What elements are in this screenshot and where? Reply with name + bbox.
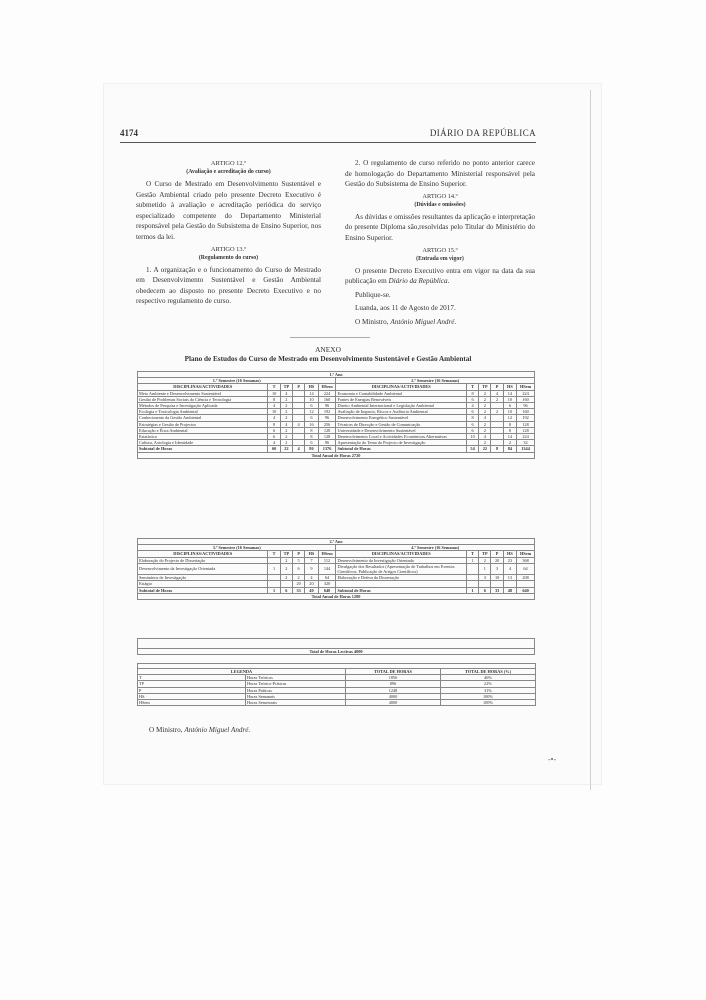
minister-line — [345, 317, 535, 328]
col-t: T — [268, 384, 280, 390]
minister-name: António Miguel André. — [390, 317, 457, 326]
hours-cell: 4 — [280, 390, 292, 396]
hours-cell: 2 — [479, 427, 491, 433]
discipline-cell: Ecologia e Toxicologia Ambiental — [138, 409, 268, 415]
hours-cell: 13 — [503, 575, 516, 581]
right-column — [345, 158, 535, 331]
discipline-cell: Avaliação de Impacto, Riscos e Auditoria Ambiental — [336, 409, 466, 415]
discipline-cell: Educação e Ética Ambiental — [138, 427, 268, 433]
hours-cell: 160 — [517, 409, 535, 415]
article-14-text: As dúvidas e omissões resultantes da aplicação e interpretação do presente Diploma são,resolvidas pelo Titular do Ministério do Ensino Superior. — [345, 212, 535, 242]
header-rule — [120, 142, 536, 143]
hours-cell: 2 — [280, 396, 292, 402]
hours-cell: 128 — [517, 427, 535, 433]
subtotal-cell: 6 — [479, 587, 491, 593]
article-12-subtitle: (Avaliação e acreditação do curso) — [186, 169, 271, 175]
year1-total: Total Anual de Horas 2720 — [138, 452, 535, 458]
hours-cell: 2 — [491, 396, 503, 402]
legend-hours-header: TOTAL DE HORAS — [346, 669, 441, 675]
place-date: Luanda, aos 11 de Agosto de 2017. — [355, 304, 456, 313]
hours-cell: 64 — [318, 575, 336, 581]
discipline-cell: Estratégias e Gestão de Projectos — [138, 421, 268, 427]
hours-cell: 224 — [517, 434, 535, 440]
col-p: P — [293, 384, 305, 390]
legend-pct: 46% — [441, 675, 536, 681]
hours-cell: 6 — [305, 415, 318, 421]
article-14-subtitle: (Dúvidas e omissões) — [414, 201, 466, 208]
hours-cell: 20 — [491, 557, 503, 563]
hours-cell: 8 — [466, 390, 478, 396]
hours-cell: 6 — [466, 396, 478, 402]
hours-cell: 2 — [479, 557, 491, 563]
legend-code: HSem — [138, 700, 246, 706]
discipline-cell: Economia e Contabilidade Ambiental — [336, 390, 466, 396]
article-15-text-a: O presente Decreto Executivo entra em vigor na data da sua publicação em — [345, 266, 535, 286]
year2-label: 2.º Ano — [138, 539, 535, 545]
legend-code: P — [138, 687, 246, 693]
article-13-title: ARTIGO 13.º — [210, 245, 247, 253]
hours-cell: 224 — [318, 390, 336, 396]
hours-cell: 192 — [517, 415, 535, 421]
discipline-cell: Direito Ambiental Internacional e Legislação Ambiental — [336, 403, 466, 409]
col-hs: HS — [503, 551, 516, 557]
hours-cell: 3 — [479, 575, 491, 581]
subtotal-cell: 1 — [466, 587, 478, 593]
subtotal-cell: 640 — [517, 587, 535, 593]
hours-cell: 2 — [503, 440, 516, 446]
article-13-p1: 1. A organização e o funcionamento do Curso de Mestrado em Desenvolvimento Sustentável e Gestão Ambiental obedecem ao disposto no presente Decreto Executivo e no respectivo regulamento de curso. — [136, 265, 321, 306]
hours-cell: 12 — [503, 415, 516, 421]
subtotal-cell: 22 — [280, 446, 292, 452]
hours-cell: 10 — [503, 409, 516, 415]
hours-cell: 10 — [305, 396, 318, 402]
publish-line: Publique-se. — [355, 290, 391, 299]
hours-cell: 8 — [305, 427, 318, 433]
discipline-cell: Técnicas de Direcção e Gestão de Comunicação — [336, 421, 466, 427]
discipline-cell: Desenvolvimento Energético Sustentável — [336, 415, 466, 421]
col-p: P — [491, 551, 503, 557]
hours-cell: 4 — [293, 421, 305, 427]
discipline-cell: Desenvolvimento da Investigação Orientada — [336, 557, 466, 563]
legend-hours: 4000 — [346, 700, 441, 706]
article-14-title: ARTIGO 14.º — [422, 192, 458, 200]
hours-cell: 2 — [280, 409, 292, 415]
legend-desc: Horas Teóricas — [246, 675, 346, 681]
legend-pct: 22% — [441, 681, 536, 687]
subtotal-cell: 8 — [491, 446, 503, 452]
hours-cell: 8 — [268, 421, 280, 427]
col-tp: TP — [479, 551, 491, 557]
hours-cell: 2 — [491, 409, 503, 415]
total-lective: Total de Horas Lectivas 4000 — [138, 649, 535, 655]
subtotal-cell: 1376 — [318, 446, 336, 452]
hours-cell: 96 — [318, 403, 336, 409]
discipline-cell: Elaboração do Projecto de Dissertação — [138, 557, 268, 563]
col-hsem: HSem — [517, 384, 535, 390]
hours-cell: 128 — [318, 427, 336, 433]
hours-cell: 2 — [479, 390, 491, 396]
legend-hours: 1248 — [346, 687, 441, 693]
hours-cell: 64 — [517, 563, 535, 574]
hours-cell: 2 — [280, 575, 292, 581]
subtotal-cell: 33 — [491, 587, 503, 593]
hours-cell: 8 — [305, 434, 318, 440]
legend-code: HS — [138, 693, 246, 699]
col-hs: HS — [305, 384, 318, 390]
subtotal-label: Subtotal de Horas — [138, 446, 268, 452]
subtotal-label: Subtotal de Horas — [138, 587, 268, 593]
hours-cell: 6 — [466, 421, 478, 427]
sem2-label: 2.º Semestre (16 Semanas) — [336, 378, 535, 384]
sem3-label: 3.º Semestre (16 Semanas) — [138, 545, 336, 551]
hours-cell: 10 — [268, 390, 280, 396]
discipline-cell: Elaboração e Defesa da Dissertação — [336, 575, 466, 581]
col-disc: DISCIPLINAS/ACTIVIDADES — [336, 384, 466, 390]
hours-cell: 4 — [479, 434, 491, 440]
hours-cell: 3 — [491, 563, 503, 574]
hours-cell: 2 — [280, 403, 292, 409]
subtotal-cell: 60 — [268, 446, 280, 452]
hours-cell: 128 — [517, 421, 535, 427]
article-12-text: O Curso de Mestrado em Desenvolvimento Sustentável e Gestão Ambiental criado pelo presente Decreto Executivo é submetido à avaliação e acreditação periódica do serviço especializado competente do Departamento Ministerial responsável pela Gestão do Subsistema de Ensino Superior, nos termos da lei. — [136, 180, 321, 241]
hours-cell: 1 — [466, 557, 478, 563]
hours-cell: 2 — [479, 409, 491, 415]
hours-cell: 4 — [466, 403, 478, 409]
hours-cell: 368 — [517, 557, 535, 563]
col-disc: DISCIPLINAS/ACTIVIDADES — [138, 384, 268, 390]
legend-pct-header: TOTAL DE HORAS (%) — [441, 669, 536, 675]
subtotal-label: Subtotal de Horas — [336, 587, 466, 593]
scan-mark: -•- — [548, 755, 557, 764]
discipline-cell: Gestão de Problemas Sociais da Ciência e Tecnologia — [138, 396, 268, 402]
hours-cell: 12 — [305, 409, 318, 415]
legend-code: TP — [138, 681, 246, 687]
hours-cell: 192 — [318, 409, 336, 415]
hours-cell: 128 — [318, 434, 336, 440]
legend-hours: 4000 — [346, 693, 441, 699]
signature-name: António Miguel André. — [184, 726, 251, 734]
legend-pct: 31% — [441, 687, 536, 693]
legend-hours: 1856 — [346, 675, 441, 681]
legend-pct: 100% — [441, 693, 536, 699]
subtotal-cell: 640 — [318, 587, 336, 593]
hours-cell: 32 — [517, 440, 535, 446]
hours-cell: 112 — [318, 557, 336, 563]
legend-desc: Horas Semanais — [246, 693, 346, 699]
col-t: T — [268, 551, 280, 557]
hours-cell: 96 — [318, 440, 336, 446]
hours-cell: 2 — [479, 421, 491, 427]
col-hs: HS — [503, 384, 516, 390]
annex-title: ANEXO — [315, 345, 341, 354]
legend-pct: 100% — [441, 700, 536, 706]
year1-table — [137, 371, 535, 459]
left-column — [136, 158, 321, 310]
hours-cell: 2 — [479, 440, 491, 446]
subtotal-cell: 4 — [293, 446, 305, 452]
legend-desc: Horas Semestrais — [246, 700, 346, 706]
hours-cell: 6 — [503, 403, 516, 409]
subtotal-cell: 33 — [293, 587, 305, 593]
hours-cell: 256 — [318, 421, 336, 427]
hours-cell: 6 — [305, 440, 318, 446]
hours-cell: 144 — [318, 563, 336, 574]
hours-cell: 1 — [268, 563, 280, 574]
journal-title: DIÁRIO DA REPÚBLICA — [429, 128, 536, 138]
hours-cell: 4 — [503, 563, 516, 574]
subtotal-label: Subtotal de Horas — [336, 446, 466, 452]
article-15-title: ARTIGO 15.º — [422, 246, 458, 254]
discipline-cell: Divulgação dos Resultados (Apresentação de Trabalhos em Eventos Científicos, Publicação de Artigos Científicos) — [336, 563, 466, 574]
hours-cell: 96 — [318, 415, 336, 421]
col-t: T — [466, 551, 478, 557]
table-row — [138, 563, 535, 574]
year2-total: Total Anual de Horas 1280 — [138, 593, 535, 599]
col-disc: DISCIPLINAS/ACTIVIDADES — [138, 551, 268, 557]
col-p: P — [491, 384, 503, 390]
col-hsem: HSem — [318, 384, 336, 390]
subtotal-cell: 84 — [503, 446, 516, 452]
legend-header: LEGENDA — [138, 669, 346, 675]
legend-row — [138, 700, 536, 706]
discipline-cell: Seminários de Investigação — [138, 575, 268, 581]
discipline-cell: Apresentação do Tema do Projecto de Investigação — [336, 440, 466, 446]
hours-cell: 6 — [268, 427, 280, 433]
discipline-cell: Métodos de Pesquisa e Investigação Aplicada — [138, 403, 268, 409]
discipline-cell: Universidade e Desenvolvimento Sustentável — [336, 427, 466, 433]
article-15-text — [345, 266, 535, 287]
col-t: T — [466, 384, 478, 390]
hours-cell: 8 — [503, 427, 516, 433]
hours-cell: 320 — [318, 581, 336, 587]
col-hs: HS — [305, 551, 318, 557]
subtotal-cell: 1 — [268, 587, 280, 593]
hours-cell: 4 — [305, 575, 318, 581]
discipline-cell: Conhecimento da Gestão Ambiental — [138, 415, 268, 421]
article-15-subtitle: (Entrada em vigor) — [416, 255, 464, 262]
hours-cell — [466, 563, 478, 574]
hours-cell: 20 — [293, 581, 305, 587]
col-tp: TP — [280, 384, 292, 390]
total-lective-table — [137, 638, 535, 655]
hours-cell: 8 — [503, 421, 516, 427]
article-15-text-b: Diário da República. — [388, 277, 450, 286]
hours-cell: 2 — [293, 575, 305, 581]
legend-desc: Horas Práticas — [246, 687, 346, 693]
subtotal-cell: 6 — [280, 587, 292, 593]
col-disc: DISCIPLINAS/ACTIVIDADES — [336, 551, 466, 557]
hours-cell: 8 — [268, 396, 280, 402]
legend-code: T — [138, 675, 246, 681]
signature-prefix: O Ministro, — [149, 726, 185, 734]
hours-cell: 6 — [466, 427, 478, 433]
hours-cell: 14 — [503, 434, 516, 440]
hours-cell: 10 — [503, 396, 516, 402]
hours-cell: 20 — [305, 581, 318, 587]
hours-cell: 7 — [305, 557, 318, 563]
hours-cell: 6 — [293, 563, 305, 574]
page-header — [120, 128, 536, 142]
hours-cell: 10 — [491, 575, 503, 581]
section-separator — [290, 337, 370, 338]
col-tp: TP — [479, 384, 491, 390]
hours-cell: 2 — [479, 396, 491, 402]
hours-cell: 10 — [268, 409, 280, 415]
article-13-p2: 2. O regulamento de curso referido no ponto anterior carece de homologação do Departamento Ministerial responsável pela Gestão do Subsistema de Ensino Superior. — [345, 159, 535, 189]
hours-cell: 96 — [517, 403, 535, 409]
discipline-cell: Desenvolvimento Local e Actividades Económicas Alternativas — [336, 434, 466, 440]
page-edge-line — [590, 90, 591, 790]
hours-cell: 2 — [280, 440, 292, 446]
hours-cell: 2 — [280, 415, 292, 421]
hours-cell: 9 — [305, 563, 318, 574]
plan-title: Plano de Estudos do Curso de Mestrado em Desenvolvimento Sustentável e Gestão Ambiental — [184, 355, 472, 363]
col-hsem: HSem — [517, 551, 535, 557]
discipline-cell: Estatística — [138, 434, 268, 440]
page-number: 4174 — [120, 128, 138, 138]
hours-cell: 6 — [466, 409, 478, 415]
subtotal-cell: 86 — [305, 446, 318, 452]
hours-cell: 4 — [268, 403, 280, 409]
discipline-cell: Meio Ambiente e Desenvolvimento Sustentável — [138, 390, 268, 396]
subtotal-cell: 40 — [305, 587, 318, 593]
discipline-cell: Fontes de Energias Renováveis — [336, 396, 466, 402]
hours-cell: 208 — [517, 575, 535, 581]
hours-cell: 6 — [305, 403, 318, 409]
minister-prefix: O Ministro, — [355, 317, 391, 326]
hours-cell: 6 — [268, 434, 280, 440]
hours-cell: 4 — [491, 390, 503, 396]
sem4-label: 4.º Semestre (16 Semanas) — [336, 545, 535, 551]
hours-cell: 2 — [280, 427, 292, 433]
hours-cell: 14 — [305, 390, 318, 396]
hours-cell: 2 — [280, 557, 292, 563]
legend-desc: Horas Teórico-Práticas — [246, 681, 346, 687]
col-tp: TP — [280, 551, 292, 557]
hours-cell: 160 — [318, 396, 336, 402]
hours-cell: 4 — [280, 421, 292, 427]
hours-cell: 4 — [479, 415, 491, 421]
hours-cell: 2 — [280, 434, 292, 440]
sem1-label: 1.º Semestre (16 Semanas) — [138, 378, 336, 384]
annex-signature — [149, 726, 250, 734]
hours-cell: 23 — [503, 557, 516, 563]
hours-cell: 4 — [268, 440, 280, 446]
article-13-subtitle: (Regulamento do curso) — [198, 254, 259, 261]
hours-cell: 8 — [466, 415, 478, 421]
hours-cell: 4 — [268, 415, 280, 421]
hours-cell: 160 — [517, 396, 535, 402]
col-hsem: HSem — [318, 551, 336, 557]
article-12-title: ARTIGO 12.º — [210, 160, 247, 167]
subtotal-cell: 48 — [503, 587, 516, 593]
hours-cell: 5 — [293, 557, 305, 563]
year2-table — [137, 538, 535, 600]
hours-cell: 14 — [503, 390, 516, 396]
year1-label: 1.º Ano — [138, 372, 535, 378]
legend-table — [137, 663, 536, 706]
hours-cell: 1 — [479, 563, 491, 574]
col-p: P — [293, 551, 305, 557]
hours-cell: 16 — [305, 421, 318, 427]
subtotal-cell: 54 — [466, 446, 478, 452]
discipline-cell: Cultura, Axiologia e Identidade — [138, 440, 268, 446]
hours-cell: 2 — [280, 563, 292, 574]
discipline-cell: Estágio — [138, 581, 268, 587]
hours-cell: 10 — [466, 434, 478, 440]
legend-hours: 896 — [346, 681, 441, 687]
subtotal-cell: 1344 — [517, 446, 535, 452]
subtotal-cell: 22 — [479, 446, 491, 452]
discipline-cell: Desenvolvimento da Investigação Orientada — [138, 563, 268, 574]
hours-cell: 2 — [479, 403, 491, 409]
hours-cell: 224 — [517, 390, 535, 396]
